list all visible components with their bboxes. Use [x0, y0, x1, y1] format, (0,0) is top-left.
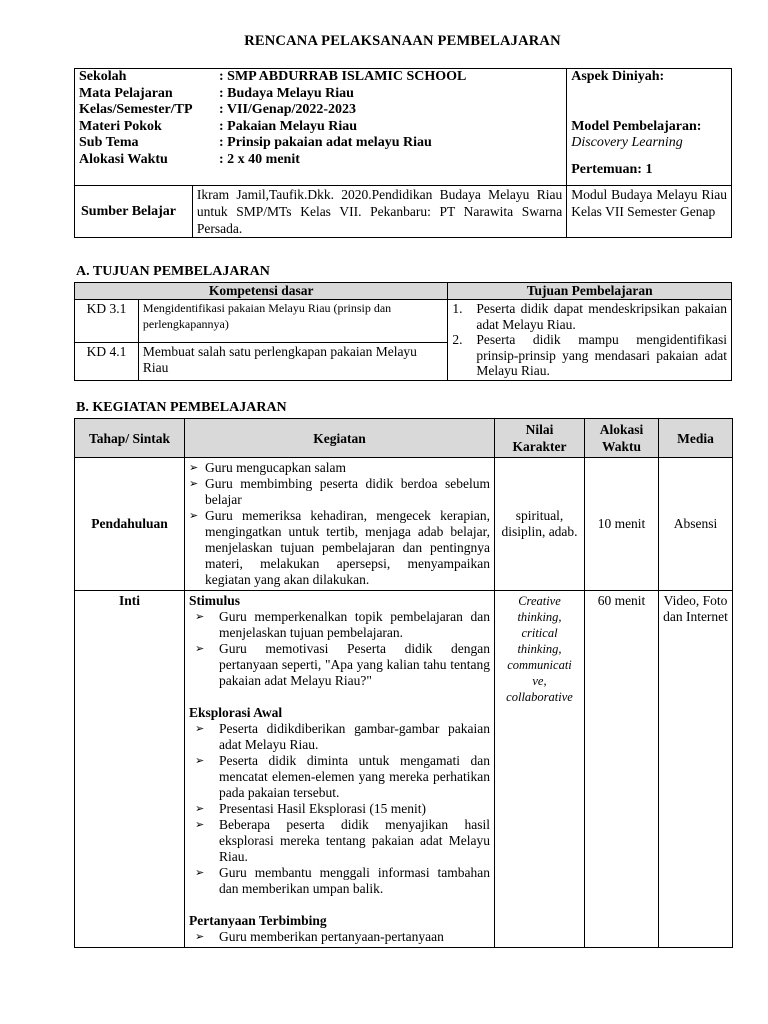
pendahuluan-activities: [185, 458, 495, 591]
arrow-bullet-icon: ➢: [189, 509, 199, 522]
list-item: ➢ Peserta didik diminta untuk mengamati dan mencatat elemen-elemen yang mereka perhatikan pada pakaian tersebut.: [189, 753, 490, 801]
model-label: Model Pembelajaran:: [571, 118, 702, 134]
source-text: Ikram Jamil,Taufik.Dkk. 2020.Pendidikan Budaya Melayu Riau untuk SMP/MTs Kelas VII. Pekanbaru: PT Narawita Swarna Persada.: [192, 186, 566, 238]
arrow-bullet-icon: ➢: [195, 610, 205, 623]
topic-value: : Pakaian Melayu Riau: [219, 118, 358, 134]
class-value: : VII/Genap/2022-2023: [219, 102, 357, 117]
arrow-bullet-icon: ➢: [195, 930, 205, 943]
exploration-heading: Eksplorasi Awal: [189, 705, 283, 720]
arrow-bullet-icon: ➢: [195, 818, 205, 831]
list-item: ➢ Guru membantu menggali informasi tambahan dan memberikan umpan balik.: [189, 865, 490, 897]
list-item: ➢ Presentasi Hasil Eksplorasi (15 menit): [189, 801, 490, 817]
list-item: ➢ Guru memotivasi Peserta didik dengan pertanyaan seperti, "Apa yang kalian tahu tentang pakaian adat Melayu Riau?": [189, 641, 490, 689]
subject-label: Mata Pelajaran: [79, 85, 173, 101]
list-item: ➢ Beberapa peserta didik menyajikan hasil eksplorasi mereka tentang pakaian adat Melayu Riau.: [189, 817, 490, 865]
stage-inti: Inti: [75, 591, 185, 948]
inti-activities: [185, 591, 495, 948]
topic-label: Materi Pokok: [79, 118, 162, 134]
kd-code: KD 4.1: [75, 343, 139, 381]
subject-value: : Budaya Melayu Riau: [219, 85, 354, 101]
identity-fields: [75, 69, 567, 186]
stimulus-heading: Stimulus: [189, 593, 241, 608]
kd-code: KD 3.1: [75, 300, 139, 343]
pendahuluan-media: Absensi: [659, 458, 733, 591]
kd-text: Membuat salah satu perlengkapan pakaian Melayu Riau: [138, 343, 447, 381]
arrow-bullet-icon: ➢: [195, 866, 205, 879]
arrow-bullet-icon: ➢: [195, 802, 205, 815]
objectives-list: [452, 301, 727, 379]
guided-questions-heading: Pertanyaan Terbimbing: [189, 913, 327, 928]
objective-item: 1. Peserta didik dapat mendeskripsikan pakaian adat Melayu Riau.: [452, 301, 727, 332]
section-a-heading: A. TUJUAN PEMBELAJARAN: [76, 264, 270, 279]
subtheme-label: Sub Tema: [79, 135, 139, 150]
kd-text: Mengidentifikasi pakaian Melayu Riau (prinsip dan perlengkapannya): [138, 300, 447, 343]
stage-header: Tahap/ Sintak: [75, 419, 185, 458]
source-label: Sumber Belajar: [75, 186, 193, 238]
activities-table: [74, 418, 733, 948]
school-label: Sekolah: [79, 69, 127, 84]
arrow-bullet-icon: ➢: [195, 642, 205, 655]
section-b-heading: B. KEGIATAN PEMBELAJARAN: [76, 400, 287, 415]
competency-header: Kompetensi dasar: [75, 283, 448, 300]
time-value: : 2 x 40 menit: [219, 151, 300, 167]
activity-header: Kegiatan: [185, 419, 495, 458]
arrow-bullet-icon: ➢: [195, 754, 205, 767]
arrow-bullet-icon: ➢: [195, 722, 205, 735]
list-item: ➢ Guru memperkenalkan topik pembelajaran dan menjelaskan tujuan pembelajaran.: [189, 609, 490, 641]
source-module: Modul Budaya Melayu Riau Kelas VII Semester Genap: [567, 186, 732, 238]
list-item: ➢ Guru mengucapkan salam: [189, 460, 346, 475]
inti-character: Creative thinking, critical thinking, communicati ve, collaborative: [495, 591, 585, 948]
arrow-bullet-icon: ➢: [189, 477, 199, 490]
list-item: ➢ Guru memberikan pertanyaan-pertanyaan: [189, 929, 490, 945]
aspek-diniyah: Aspek Diniyah:: [571, 69, 665, 84]
class-label: Kelas/Semester/TP: [79, 102, 193, 117]
objectives-header: Tujuan Pembelajaran: [448, 283, 732, 300]
list-item: ➢ Guru memeriksa kehadiran, mengecek kerapian, mengingatkan untuk tertib, menjaga adab belajar, menjelaskan tujuan pembelajaran dan pentingnya materi, melakukan apersepsi, menyampaikan kegiatan yang akan dilakukan.: [189, 508, 490, 587]
objectives-list-cell: [448, 300, 732, 381]
objective-item: 2. Peserta didik mampu mengidentifikasi prinsip-prinsip yang mendasari pakaian adat Melayu Riau.: [452, 332, 727, 378]
time-header: Alokasi Waktu: [585, 419, 659, 458]
time-label: Alokasi Waktu: [79, 151, 168, 167]
list-item: ➢ Peserta didikdiberikan gambar-gambar pakaian adat Melayu Riau.: [189, 721, 490, 753]
arrow-bullet-icon: ➢: [189, 461, 199, 474]
identity-side-info: [567, 69, 732, 186]
inti-media: Video, Foto dan Internet: [659, 591, 733, 948]
list-item: ➢ Guru membimbing peserta didik berdoa sebelum belajar: [189, 476, 490, 507]
school-value: : SMP ABDURRAB ISLAMIC SCHOOL: [219, 69, 467, 84]
meeting-number: Pertemuan: 1: [571, 161, 653, 177]
stage-pendahuluan: Pendahuluan: [75, 458, 185, 591]
media-header: Media: [659, 419, 733, 458]
pendahuluan-character: spiritual, disiplin, adab.: [495, 458, 585, 591]
character-header: Nilai Karakter: [495, 419, 585, 458]
model-value: Discovery Learning: [571, 135, 683, 150]
objectives-table: [74, 282, 732, 381]
pendahuluan-time: 10 menit: [585, 458, 659, 591]
subtheme-value: : Prinsip pakaian adat melayu Riau: [219, 135, 432, 150]
document-title: RENCANA PELAKSANAAN PEMBELAJARAN: [244, 33, 561, 49]
identity-table: [74, 68, 732, 238]
inti-time: 60 menit: [585, 591, 659, 948]
